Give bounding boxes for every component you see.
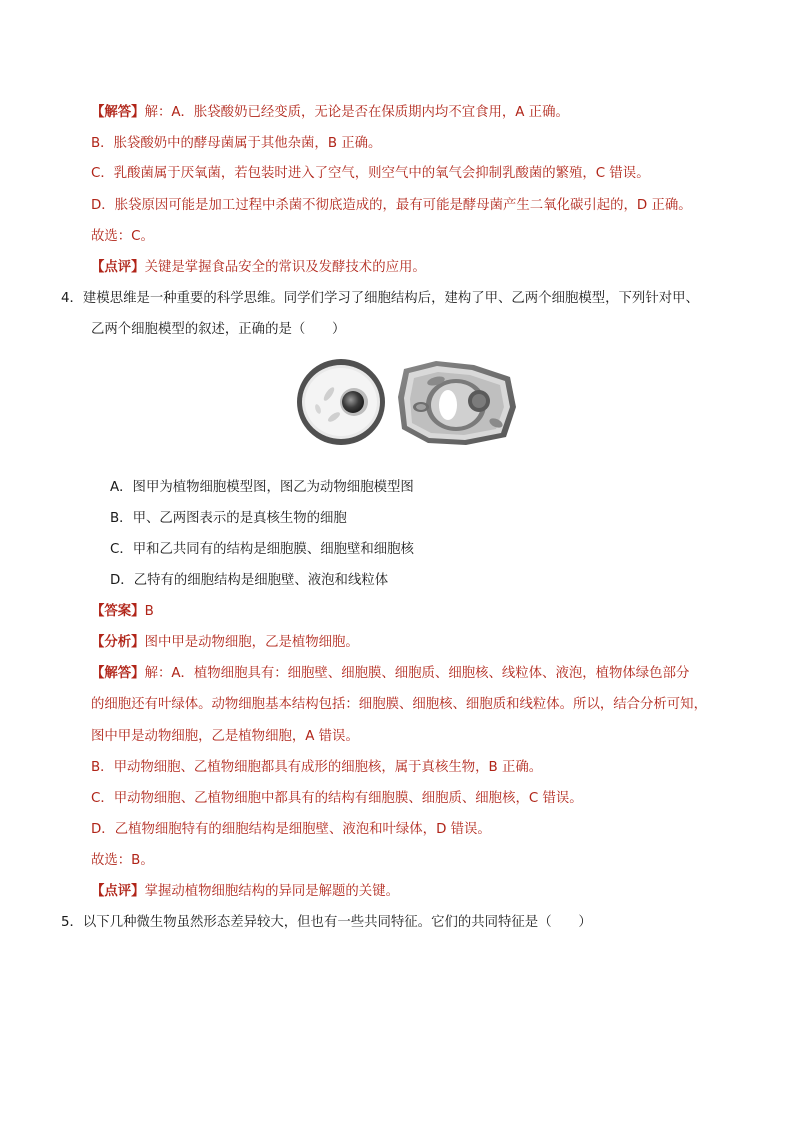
prev-conclusion: 故选：C。: [91, 229, 154, 244]
prev-solution-line-2: B．胀袋酸奶中的酵母菌属于其他杂菌，B 正确。: [91, 136, 382, 151]
q4-conclusion: 故选：B。: [91, 853, 154, 868]
animal-cell-model: [297, 359, 385, 445]
answer-value: B: [144, 604, 154, 619]
option-a: A．图甲为植物细胞模型图，图乙为动物细胞模型图: [110, 480, 414, 495]
prev-solution-line-1: 【解答】解：A．胀袋酸奶已经变质，无论是否在保质期内均不宜食用，A 正确。: [91, 105, 569, 120]
comment-tag: 【点评】: [91, 884, 145, 899]
option-d: D．乙特有的细胞结构是细胞壁、液泡和线粒体: [110, 573, 389, 588]
plant-cell-model: [398, 361, 516, 445]
cell-models-figure: [296, 357, 522, 447]
prev-solution-line-3: C．乳酸菌属于厌氧菌，若包装时进入了空气，则空气中的氧气会抑制乳酸菌的繁殖，C 错误。: [91, 166, 650, 181]
cell-models-image: [296, 357, 522, 447]
option-c: C．甲和乙共同有的结构是细胞膜、细胞壁和细胞核: [110, 542, 414, 557]
comment-tag: 【点评】: [91, 260, 145, 275]
answer-tag: 【解答】: [91, 105, 145, 120]
q4-solution-line-1: 【解答】解：A．植物细胞具有：细胞壁、细胞膜、细胞质、细胞核、线粒体、液泡，植物体绿色部分: [91, 666, 690, 681]
q4-solution-line-4: B．甲动物细胞、乙植物细胞都具有成形的细胞核，属于真核生物，B 正确。: [91, 760, 543, 775]
q4-solution-line-2: 的细胞还有叶绿体。动物细胞基本结构包括：细胞膜、细胞核、细胞质和线粒体。所以，结合分析可知，: [91, 697, 707, 712]
solution-tag: 【解答】: [91, 666, 145, 681]
q4-solution-line-3: 图中甲是动物细胞，乙是植物细胞，A 错误。: [91, 729, 359, 744]
prev-comment: 【点评】关键是掌握食品安全的常识及发酵技术的应用。: [91, 260, 426, 275]
prev-solution-line-4: D．胀袋原因可能是加工过程中杀菌不彻底造成的，最有可能是酵母菌产生二氧化碳引起的，D 正确。: [91, 198, 692, 213]
q5-stem: 5．以下几种微生物虽然形态差异较大，但也有一些共同特征。它们的共同特征是（ ）: [61, 915, 592, 930]
q4-stem-line-2: 乙两个细胞模型的叙述，正确的是（ ）: [91, 322, 346, 337]
analysis-tag: 【分析】: [91, 635, 145, 650]
q4-analysis: 【分析】图中甲是动物细胞，乙是植物细胞。: [91, 635, 359, 650]
q4-answer: [91, 602, 154, 622]
q4-solution-line-5: C．甲动物细胞、乙植物细胞中都具有的结构有细胞膜、细胞质、细胞核，C 错误。: [91, 791, 583, 806]
q4-comment: 【点评】掌握动植物细胞结构的异同是解题的关键。: [91, 884, 399, 899]
option-b: B．甲、乙两图表示的是真核生物的细胞: [110, 511, 347, 526]
answer-tag: 【答案】: [91, 604, 145, 619]
q4-solution-line-6: D．乙植物细胞特有的细胞结构是细胞壁、液泡和叶绿体，D 错误。: [91, 822, 491, 837]
q4-stem-line-1: 4．建模思维是一种重要的科学思维。同学们学习了细胞结构后，建构了甲、乙两个细胞模型，下列针对甲、: [61, 291, 699, 306]
